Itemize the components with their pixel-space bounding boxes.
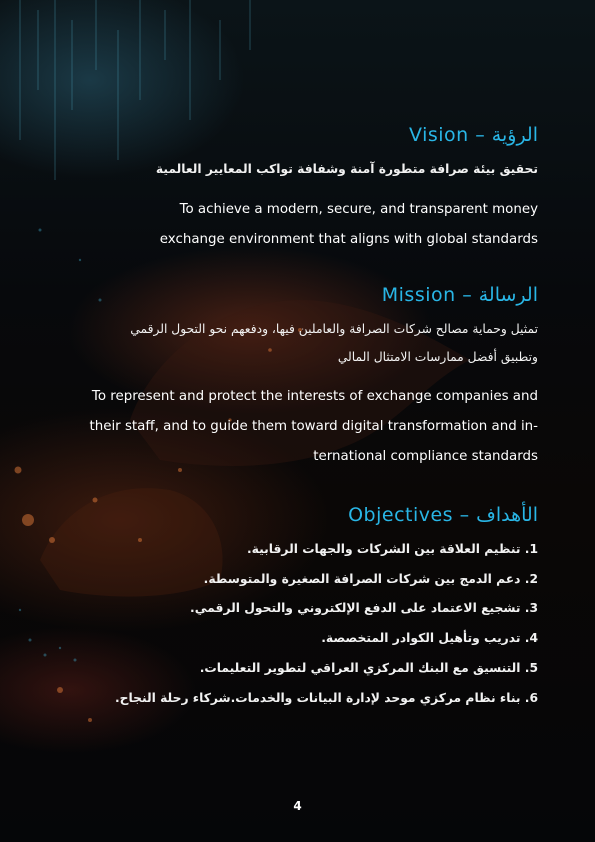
- mission-english-line-1: To represent and protect the interests of exchange companies and: [91, 389, 538, 404]
- objective-item: 6. بناء نظام مركزي موحد لإدارة البيانات والخدمات.شركاء رحلة النجاح.: [114, 691, 538, 705]
- vision-english-line-1: To achieve a modern, secure, and transparent money: [179, 202, 538, 217]
- mission-arabic-line-1: تمثيل وحماية مصالح شركات الصرافة والعاملين فيها، ودفعهم نحو التحول الرقمي: [130, 322, 538, 336]
- objective-item: 1. تنظيم العلاقة بين الشركات والجهات الرقابية.: [247, 542, 538, 556]
- page-number: 4: [293, 799, 302, 813]
- mission-arabic-line-2: وتطبيق أفضل ممارسات الامتثال المالي: [337, 350, 538, 364]
- mission-english-line-2: their staff, and to guide them toward digital transformation and in-: [89, 419, 538, 434]
- objective-item: 5. التنسيق مع البنك المركزي العراقي لتطوير التعليمات.: [199, 661, 538, 675]
- objective-item: 2. دعم الدمج بين شركات الصرافة الصغيرة والمتوسطة.: [203, 572, 538, 586]
- vision-heading: Vision – الرؤية: [409, 124, 538, 146]
- objective-item: 4. تدريب وتأهيل الكوادر المتخصصة.: [321, 631, 538, 645]
- objective-item: 3. تشجيع الاعتماد على الدفع الإلكتروني والتحول الرقمي.: [190, 601, 538, 615]
- objectives-heading: Objectives – الأهداف: [348, 504, 538, 526]
- vision-arabic-text: تحقيق بيئة صرافة متطورة آمنة وشفافة تواكب المعايير العالمية: [155, 162, 538, 176]
- vision-english-line-2: exchange environment that aligns with global standards: [159, 232, 538, 247]
- mission-heading: Mission – الرسالة: [381, 284, 538, 306]
- mission-english-line-3: ternational compliance standards: [313, 449, 538, 464]
